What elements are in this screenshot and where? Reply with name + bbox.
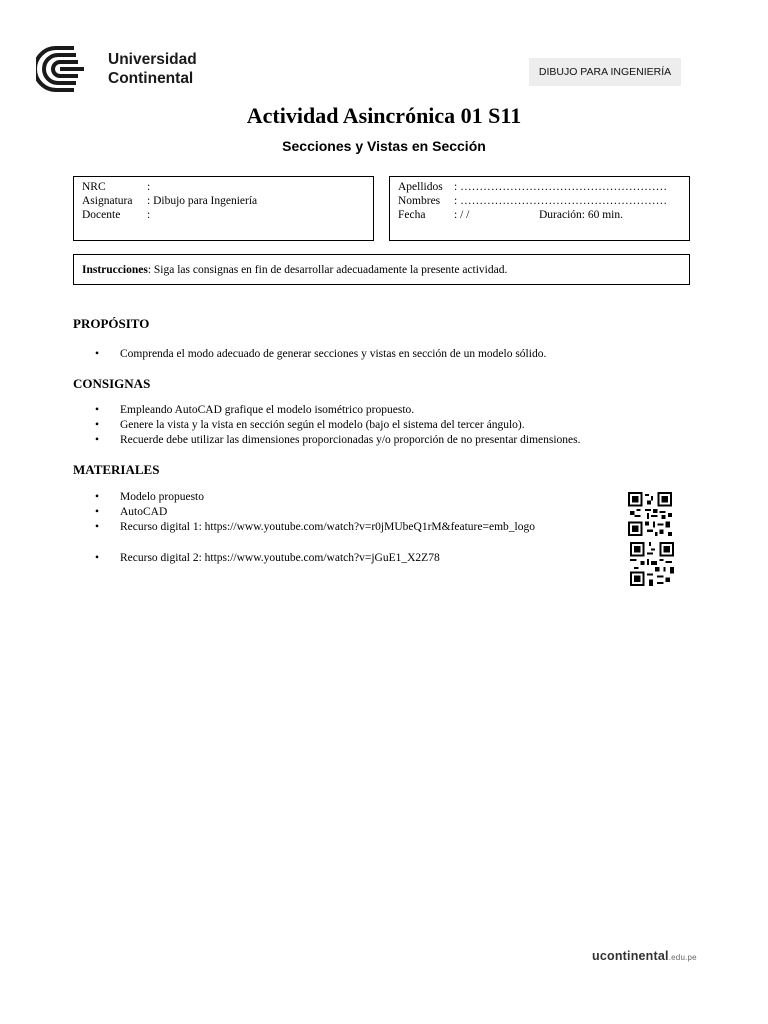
- university-logo-icon: [36, 46, 102, 92]
- nrc-label: NRC: [82, 181, 106, 193]
- bullet-icon: •: [95, 348, 100, 360]
- footer-domain: .edu.pe: [668, 953, 697, 962]
- university-logo: [36, 46, 211, 92]
- course-info-box: [73, 176, 374, 241]
- list-item: Genere la vista y la vista en sección según el modelo (bajo el sistema del tercer ángulo).: [120, 419, 525, 431]
- section-heading-consignas: CONSIGNAS: [73, 376, 151, 391]
- apellidos-field[interactable]: : ………………………………………………: [454, 181, 668, 193]
- bullet-icon: •: [95, 434, 100, 446]
- page-title: Actividad Asincrónica 01 S11: [246, 103, 522, 128]
- docente-label: Docente: [82, 209, 121, 221]
- bullet-icon: •: [95, 552, 100, 564]
- docente-value: :: [147, 209, 151, 221]
- asignatura-value: : Dibujo para Ingeniería: [147, 195, 258, 207]
- list-item: Modelo propuesto: [120, 491, 205, 503]
- resource-link-1[interactable]: Recurso digital 1: https://www.youtube.com/watch?v=r0jMUbeQ1rM&feature=emb_logo: [120, 521, 535, 533]
- instructions-label: Instrucciones: [82, 264, 148, 276]
- list-item: Empleando AutoCAD grafique el modelo isométrico propuesto.: [120, 404, 415, 416]
- list-item: Comprenda el modo adecuado de generar secciones y vistas en sección de un modelo sólido.: [120, 348, 547, 360]
- footer-brand: [592, 949, 697, 963]
- section-heading-proposito: PROPÓSITO: [73, 316, 150, 331]
- university-name-line2: Continental: [108, 70, 194, 87]
- apellidos-label: Apellidos: [398, 181, 443, 193]
- fecha-label: Fecha: [398, 209, 426, 221]
- list-item: Recuerde debe utilizar las dimensiones proporcionadas y/o proporción de no presentar dimensiones.: [120, 434, 581, 446]
- list-item: AutoCAD: [120, 506, 168, 518]
- instructions-text: : Siga las consignas en fin de desarrollar adecuadamente la presente actividad.: [147, 264, 508, 276]
- nrc-value: :: [147, 181, 151, 193]
- bullet-icon: •: [95, 404, 100, 416]
- university-name-line1: Universidad: [108, 51, 197, 68]
- duracion-text: Duración: 60 min.: [539, 209, 623, 221]
- qr-code-icon[interactable]: [630, 542, 674, 586]
- nombres-label: Nombres: [398, 195, 441, 207]
- asignatura-label: Asignatura: [82, 195, 133, 207]
- bullet-icon: •: [95, 491, 100, 503]
- course-tag: DIBUJO PARA INGENIERÍA: [529, 58, 681, 86]
- fecha-field[interactable]: : / /: [454, 209, 470, 221]
- bullet-icon: •: [95, 521, 100, 533]
- resource-link-2[interactable]: Recurso digital 2: https://www.youtube.com/watch?v=jGuE1_X2Z78: [120, 552, 440, 564]
- qr-code-icon[interactable]: [628, 492, 672, 536]
- bullet-icon: •: [95, 419, 100, 431]
- page-subtitle: Secciones y Vistas en Sección: [282, 138, 486, 154]
- section-heading-materiales: MATERIALES: [73, 462, 160, 477]
- footer-brand-name: ucontinental: [592, 949, 669, 963]
- nombres-field[interactable]: : ………………………………………………: [454, 195, 668, 207]
- instructions-box: [73, 254, 690, 285]
- bullet-icon: •: [95, 506, 100, 518]
- student-info-box: [389, 176, 690, 241]
